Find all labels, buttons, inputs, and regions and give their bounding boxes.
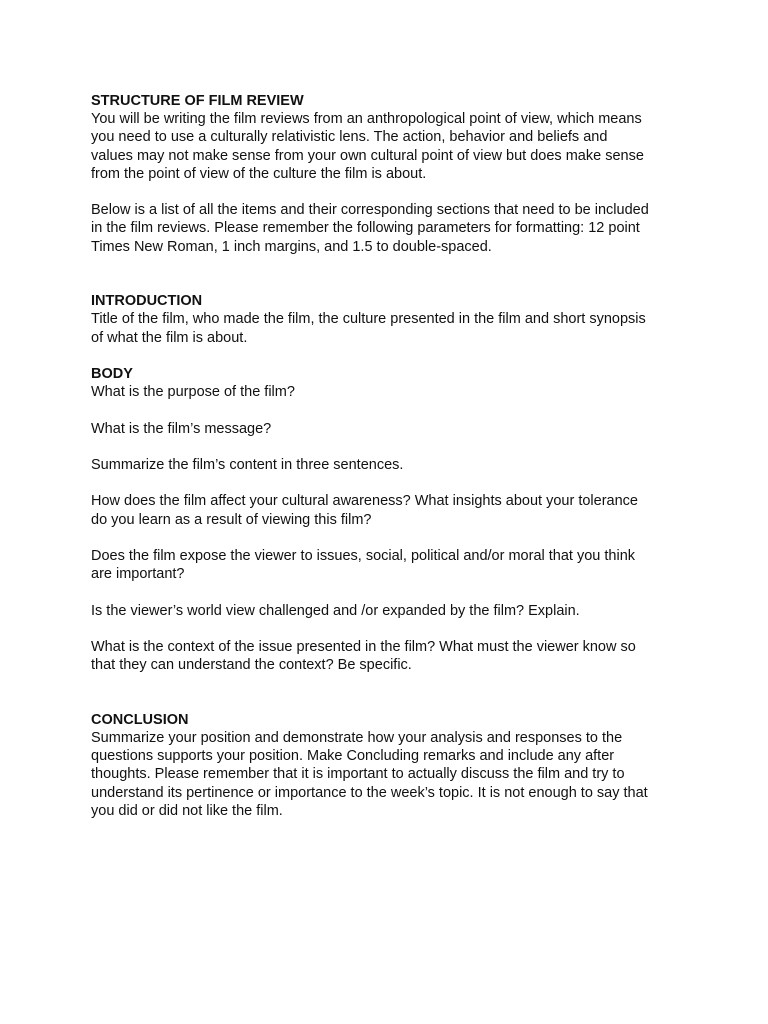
body-question-worldview [91, 602, 691, 620]
text-line: you did or did not like the film. [91, 802, 283, 819]
text-line: from the point of view of the culture the film is about. [91, 165, 427, 182]
text-line: What is the film’s message? [91, 420, 272, 437]
conclusion-heading: CONCLUSION [91, 711, 189, 728]
text-line: of what the film is about. [91, 329, 248, 346]
format-paragraph [91, 201, 691, 256]
text-line: thoughts. Please remember that it is important to actually discuss the film and try to [91, 766, 625, 783]
text-line: questions supports your position. Make Concluding remarks and include any after [91, 748, 615, 765]
conclusion-paragraph [91, 729, 691, 820]
text-line: Below is a list of all the items and their corresponding sections that need to be included [91, 202, 649, 219]
body-question-message [91, 420, 691, 438]
text-line: that they can understand the context? Be specific. [91, 657, 412, 674]
text-line: do you learn as a result of viewing this film? [91, 511, 372, 528]
body-heading: BODY [91, 366, 133, 382]
body-question-purpose [91, 383, 691, 401]
text-line: You will be writing the film reviews from an anthropological point of view, which means [91, 111, 642, 128]
text-line: values may not make sense from your own cultural point of view but does make sense [91, 147, 644, 164]
text-line: How does the film affect your cultural awareness? What insights about your tolerance [91, 493, 638, 510]
text-line: you need to use a culturally relativistic lens. The action, behavior and beliefs and [91, 129, 608, 146]
text-line: Does the film expose the viewer to issues, social, political and/or moral that you think [91, 547, 636, 564]
text-line: What is the purpose of the film? [91, 384, 295, 401]
text-line: Summarize your position and demonstrate how your analysis and responses to the [91, 729, 623, 746]
body-question-awareness [91, 492, 691, 528]
document-title: STRUCTURE OF FILM REVIEW [91, 93, 304, 109]
body-question-issues [91, 547, 691, 583]
text-line: in the film reviews. Please remember the following parameters for formatting: 12 point [91, 220, 640, 237]
body-question-context [91, 638, 691, 674]
introduction-paragraph [91, 310, 691, 346]
text-line: What is the context of the issue presented in the film? What must the viewer know so [91, 638, 636, 655]
text-line: Title of the film, who made the film, the culture presented in the film and short synopsis [91, 311, 646, 328]
text-line: Is the viewer’s world view challenged and /or expanded by the film? Explain. [91, 602, 580, 619]
text-line: Summarize the film’s content in three sentences. [91, 456, 404, 473]
text-line: are important? [91, 566, 185, 583]
text-line: Times New Roman, 1 inch margins, and 1.5 to double-spaced. [91, 238, 492, 255]
document-page [91, 92, 691, 820]
intro-paragraph [91, 110, 691, 183]
text-line: understand its pertinence or importance to the week’s topic. It is not enough to say that [91, 784, 648, 801]
introduction-heading: INTRODUCTION [91, 293, 203, 310]
body-question-summary [91, 456, 691, 474]
